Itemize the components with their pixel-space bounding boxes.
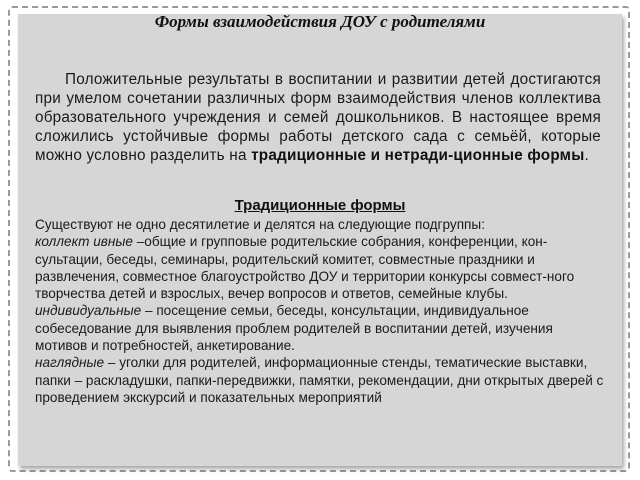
group-name: наглядные xyxy=(35,355,105,371)
group-visual xyxy=(35,354,605,406)
group-text: – уголки для родителей, информационные стенды, тематические выставки, папки – раскладушки, папки-передвижки, памятки, рекомендации, дни открытых дверей с проведением экскурсий и показательных мероприятий xyxy=(35,355,604,405)
page-title: Формы взаимодействия ДОУ с родителями xyxy=(154,12,486,31)
section-body xyxy=(35,216,605,406)
section-heading: Традиционные формы xyxy=(234,197,406,214)
group-individual xyxy=(35,302,605,354)
group-collective xyxy=(35,233,605,302)
intro-end: . xyxy=(584,147,589,164)
lead-text: Существуют не одно десятилетие и делятся на следующие подгруппы: xyxy=(35,217,485,232)
intro-paragraph xyxy=(35,70,601,165)
group-text: – посещение семьи, беседы, консультации, индивидуальное собеседование для выявления проблем родителей в воспитании детей, изучения мотивов и потребностей, анкетирование. xyxy=(35,303,553,354)
intro-bold-text: традиционные и нетради-ционные формы xyxy=(251,147,585,164)
group-text: –общие и групповые родительские собрания, конференции, кон-сультации, беседы, семинары, родительский комитет, совместные праздники и развлечения, совместное благоустройство ДОУ и территории конкурсы совмест-ного творчества детей и взрослых, вечер вопросов и ответов, семейные клубы. xyxy=(35,234,575,302)
intro-text: Положительные результаты в воспитании и развитии детей достигаются при умелом сочетании различных форм взаимодействия членов коллектива образовательного учреждения и семей дошкольников. В настоящее время сложились устойчивые формы работы детского сада с семьёй, которые можно условно разделить на xyxy=(35,71,601,164)
group-name: индивидуальные xyxy=(35,303,142,319)
group-name: коллект ивные xyxy=(35,234,133,250)
